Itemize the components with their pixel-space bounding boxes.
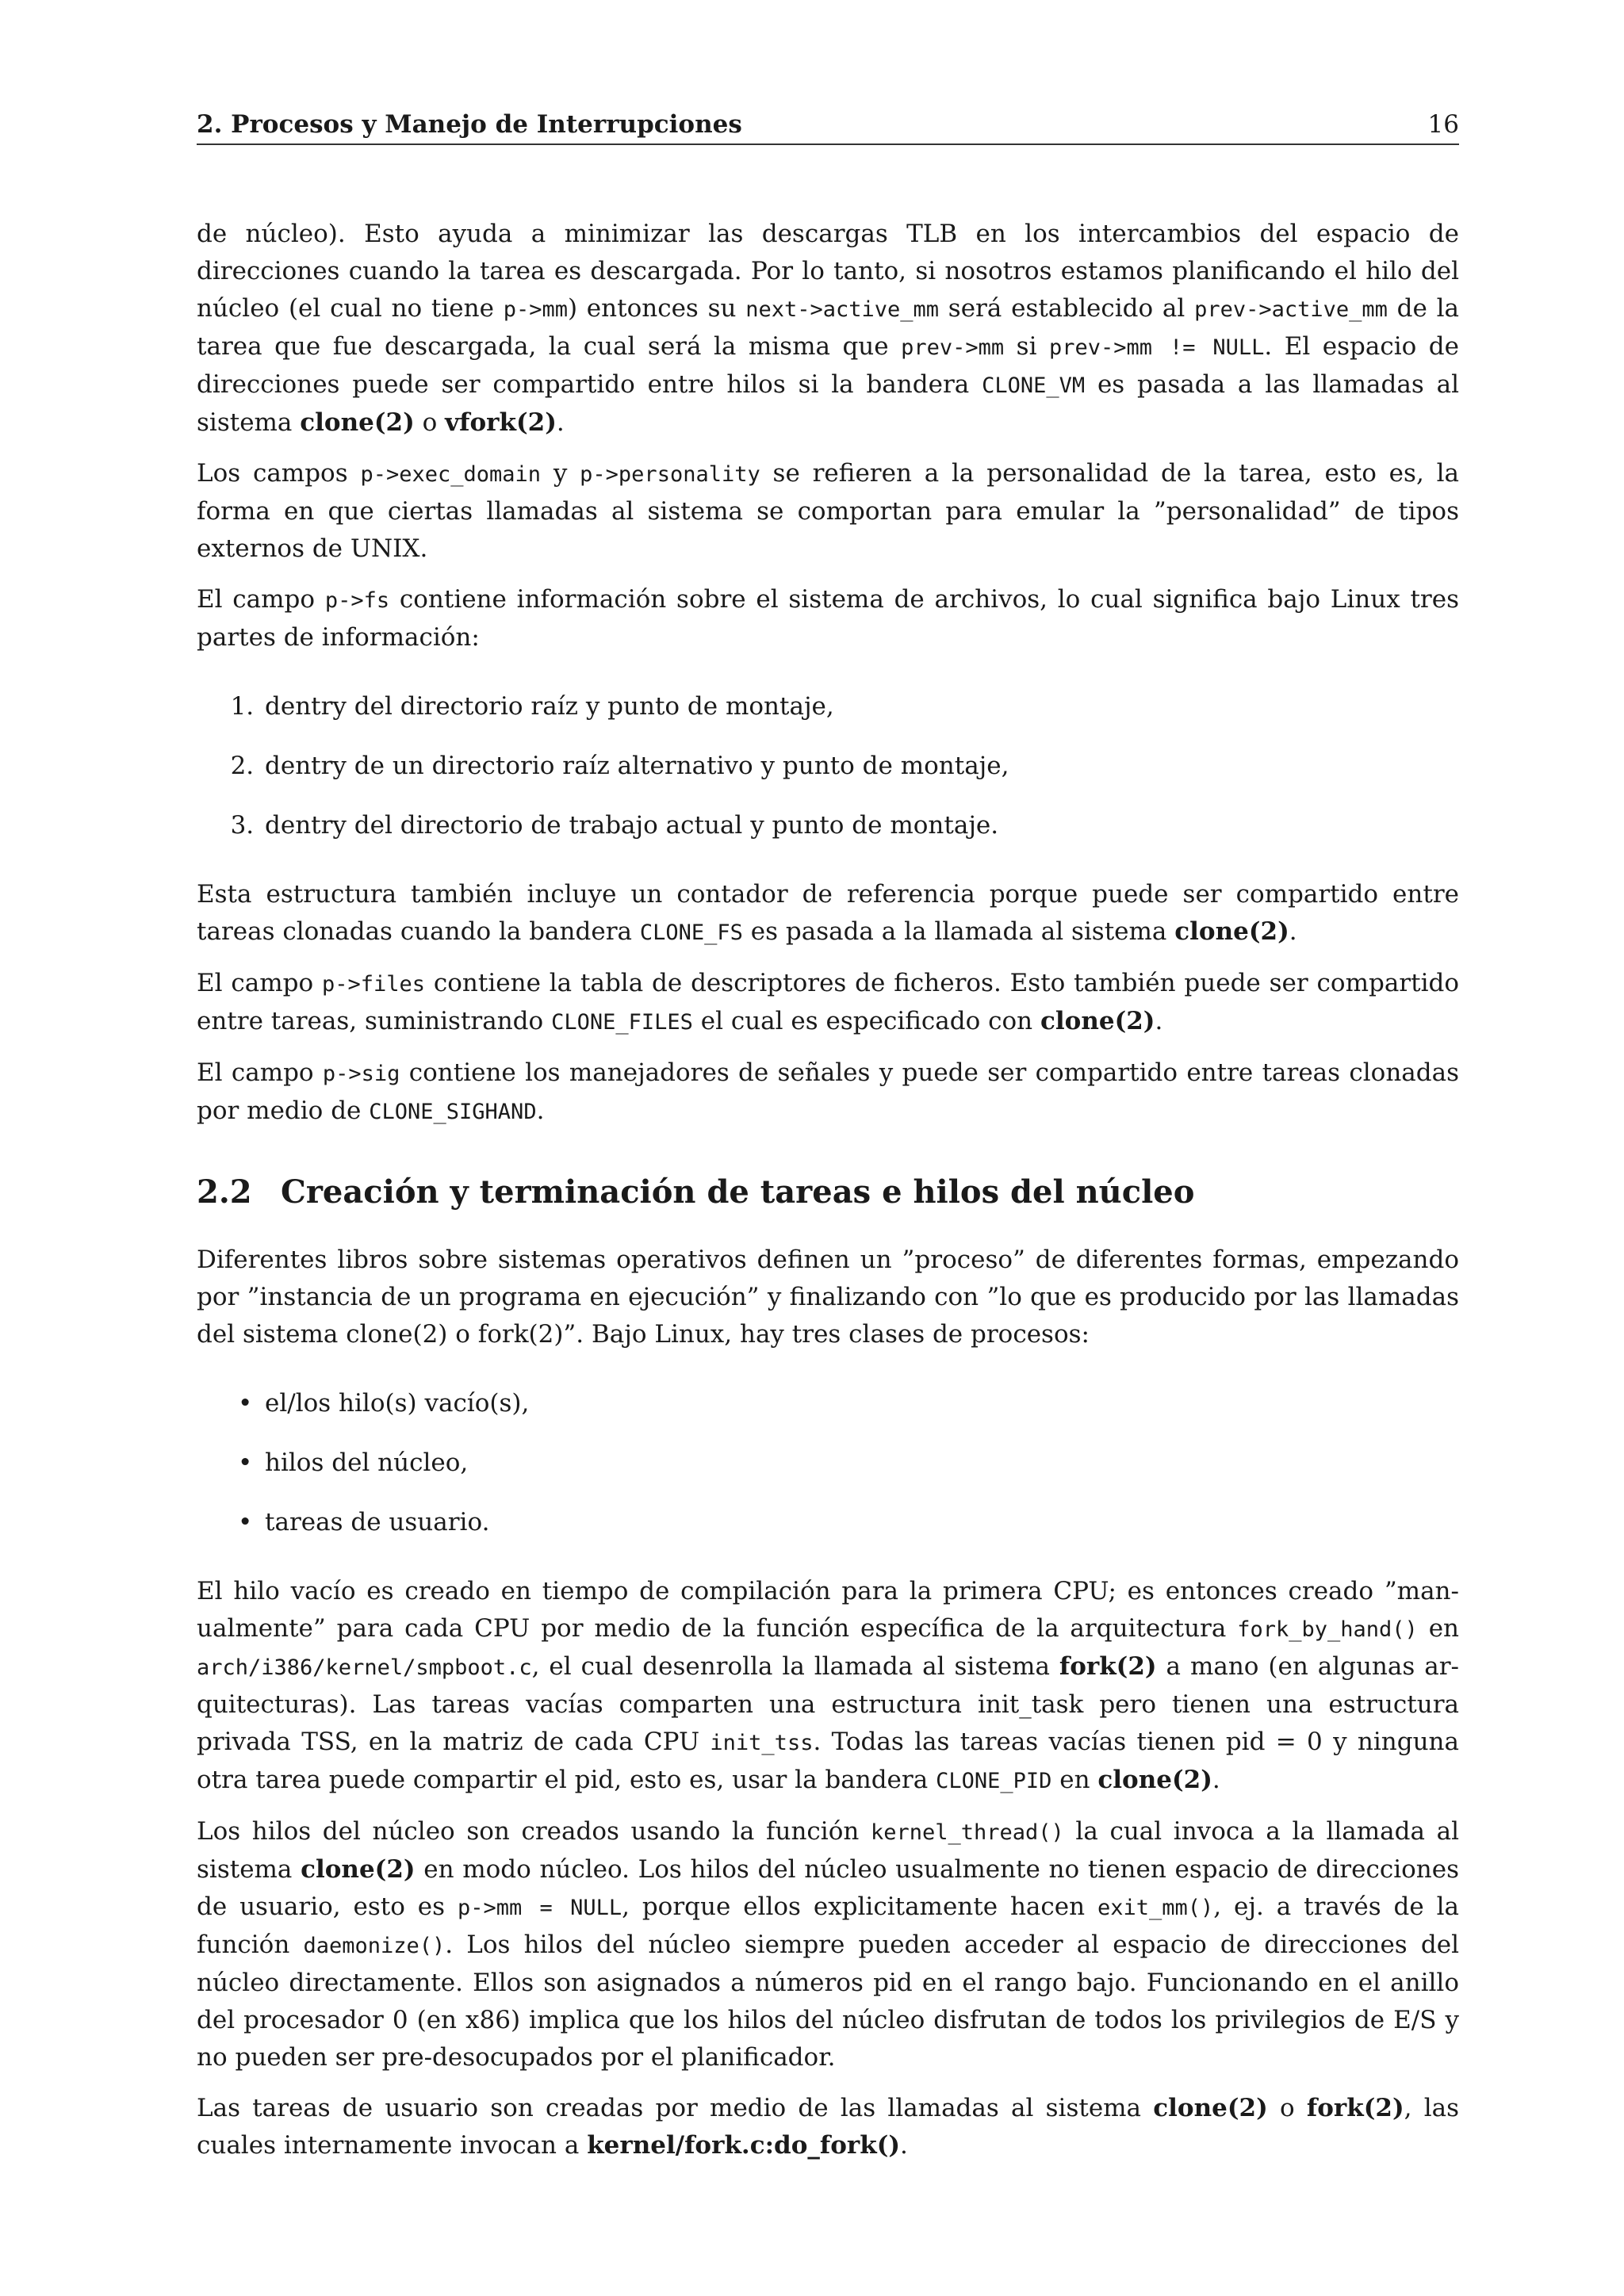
paragraph-files: El campo p->files contiene la tabla de descriptores de ficheros. Esto también puede ser compartido entre tareas, suministrando CLONE_FILES el cual es especificado con clone(2). (197, 969, 1459, 1035)
fs-info-list (197, 688, 1459, 844)
syscall-ref: vfork(2) (445, 408, 557, 437)
paragraph-personality: Los campos p->exec_domain y p->personality se refieren a la personalidad de la tarea, esto es, la forma en que ciertas llamadas al sistema se comportan para emular la ”personalidad” de tipos externos de UNIX. (197, 459, 1459, 563)
code-ref: init_tss (710, 1731, 814, 1755)
code-ref: p->mm (503, 297, 568, 322)
syscall-ref: clone(2) (301, 1855, 416, 1884)
page-number: 16 (1427, 110, 1459, 139)
paragraph-tlb: de núcleo). Esto ayuda a minimizar las descargas TLB en los intercambios del espacio de direcciones cuando la tarea es descargada. Por lo tanto, si nosotros estamos planificando el hilo del núcleo (el cual no tiene p->mm) entonces su next->active_mm será establecido al prev->active_mm de la tarea que fue descargada, la cual será la misma que prev->mm si prev->mm != NULL. El espacio de direcciones puede ser compartido entre hilos si la bandera CLONE_VM es pasada a las llamadas al sistema clone(2) o vfork(2). (197, 220, 1460, 437)
syscall-ref: fork(2) (1059, 1652, 1157, 1681)
code-ref: p->exec_domain (360, 462, 542, 487)
syscall-ref: fork(2) (1306, 2094, 1404, 2122)
code-ref: prev->active_mm (1194, 297, 1388, 322)
code-ref: p->fs (324, 588, 390, 613)
paragraph-user-tasks: Las tareas de usuario son creadas por medio de las llamadas al sistema clone(2) o fork(2), las cuales internamente invocan a kernel/fork.c:do_fork(). (197, 2094, 1460, 2160)
section-heading (197, 1172, 1459, 1213)
syscall-ref: clone(2) (1153, 2094, 1268, 2122)
code-ref: daemonize() (303, 1934, 446, 1958)
list-item: • hilos del núcleo, (262, 1445, 1459, 1482)
code-ref: CLONE_PID (936, 1769, 1052, 1793)
code-ref: p->sig (322, 1062, 400, 1086)
list-item: 1. dentry del directorio raíz y punto de montaje, (262, 688, 1459, 725)
syscall-ref: clone(2) (1040, 1007, 1155, 1035)
code-ref: CLONE_SIGHAND (369, 1100, 537, 1124)
code-ref: CLONE_VM (982, 373, 1086, 398)
code-ref: p->files (322, 972, 426, 997)
code-ref: exit_mm() (1097, 1896, 1214, 1920)
syscall-ref: clone(2) (1174, 917, 1289, 946)
code-ref: CLONE_FS (639, 920, 743, 945)
running-header (197, 105, 1459, 145)
paragraph-fs: El campo p->fs contiene información sobre el sistema de archivos, lo cual significa bajo Linux tres partes de información: (197, 585, 1459, 652)
code-ref: prev->mm != NULL (1049, 335, 1265, 360)
document-page (197, 0, 1459, 2296)
paragraph-kernel-threads: Los hilos del núcleo son creados usando la función kernel_thread() la cual invoca a la llamada al sistema clone(2) en modo núcleo. Los hilos del núcleo usualmente no tienen espacio de direcciones de usuario, esto es p->mm = NULL, porque ellos explicitamente hacen exit_mm(), ej. a través de la función daemonize(). Los hilos del núcleo siempre pueden acceder al espacio de direcciones del núcleo directamente. Ellos son asignados a números pid en el rango bajo. Funcionando en el anillo del procesador 0 (en x86) implica que los hilos del núcleo disfrutan de todos los privilegios de E/S y no pueden ser pre-desocupados por el planificador. (197, 1817, 1460, 2072)
paragraph-idle-thread: El hilo vacío es creado en tiempo de compilación para la primera CPU; es entonces creado ”manualmente” para cada CPU por medio de la función específica de la arquitectura fork_by_hand() en arch/i386/kernel/smpboot.c, el cual desenrolla la llamada al sistema fork(2) a mano (en algunas arquitecturas). Las tareas vacías comparten una estructura init_task pero tienen una estructura privada TSS, en la matriz de cada CPU init_tss. Todas las tareas vacías tienen pid = 0 y ninguna otra tarea puede compartir el pid, esto es, usar la bandera CLONE_PID en clone(2). (197, 1577, 1460, 1794)
list-item: 2. dentry de un directorio raíz alternativo y punto de montaje, (262, 748, 1459, 785)
code-ref: CLONE_FILES (551, 1010, 693, 1035)
syscall-ref: clone(2) (300, 408, 415, 437)
section-title: Creación y terminación de tareas e hilos del núcleo (281, 1173, 1195, 1211)
list-item: • tareas de usuario. (262, 1504, 1459, 1541)
code-ref: prev->mm (901, 335, 1005, 360)
section-number: 2.2 (197, 1173, 252, 1211)
body-text (197, 216, 1459, 2178)
code-ref: fork_by_hand() (1237, 1617, 1418, 1642)
paragraph-process-definition: Diferentes libros sobre sistemas operativos definen un ”proceso” de diferentes formas, empezando por ”instancia de un programa en ejecución” y finalizando con ”lo que es producido por las llamadas del sistema clone(2) o fork(2)”. Bajo Linux, hay tres clases de procesos: (197, 1246, 1459, 1349)
list-item: • el/los hilo(s) vacío(s), (262, 1385, 1459, 1422)
code-ref: kernel_thread() (870, 1820, 1064, 1845)
code-ref: p->mm = NULL (457, 1896, 622, 1920)
syscall-ref: clone(2) (1097, 1766, 1212, 1794)
chapter-title: 2. Procesos y Manejo de Interrupciones (197, 110, 742, 139)
list-item: 3. dentry del directorio de trabajo actual y punto de montaje. (262, 807, 1459, 844)
code-ref: arch/i386/kernel/smpboot.c (197, 1655, 532, 1680)
process-class-list (197, 1385, 1459, 1541)
paragraph-sig: El campo p->sig contiene los manejadores de señales y puede ser compartido entre tareas clonadas por medio de CLONE_SIGHAND. (197, 1058, 1459, 1125)
paragraph-refcount: Esta estructura también incluye un contador de referencia porque puede ser compartido entre tareas clonadas cuando la bandera CLONE_FS es pasada a la llamada al sistema clone(2). (197, 880, 1459, 946)
code-ref: p->personality (580, 462, 760, 487)
code-ref: next->active_mm (745, 297, 940, 322)
function-ref: kernel/fork.c:do_fork() (587, 2131, 901, 2160)
